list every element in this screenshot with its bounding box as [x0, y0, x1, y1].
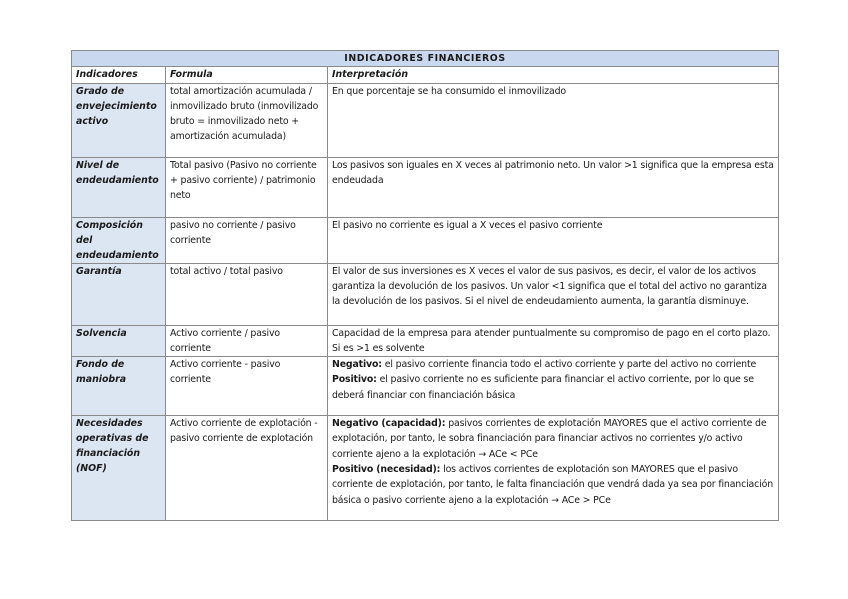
table-row	[72, 325, 779, 357]
indicator-interpretation	[328, 263, 779, 325]
indicator-formula: Activo corriente de explotación - pasivo corriente de explotación	[166, 416, 328, 521]
indicator-name: Garantía	[72, 263, 166, 325]
indicator-name: Necesidades operativas de financiación (NOF)	[72, 416, 166, 521]
indicator-formula: total activo / total pasivo	[166, 263, 328, 325]
table-row	[72, 357, 779, 416]
interp-text: el pasivo corriente financia todo el activo corriente y parte del activo no corriente	[384, 359, 757, 371]
interp-text: El valor de sus inversiones es X veces el valor de sus pasivos, es decir, el valor de los activos garantiza la devolución de los pasivos. Un valor <1 significa que el total del activo no garantiza la devolución de los pasivos. Si el nivel de endeudamiento aumenta, la garantía disminuye.	[332, 265, 767, 308]
interp-text: los activos corrientes de explotación son MAYORES que el pasivo corriente de explotación, por tanto, le falta financiación que vendrá dada ya sea por financiación básica o pasivo corriente ajeno a la explotación → ACe > PCe	[332, 464, 773, 506]
indicator-formula: pasivo no corriente / pasivo corriente	[166, 217, 328, 263]
interp-text: El pasivo no corriente es igual a X veces el pasivo corriente	[332, 219, 603, 231]
header-formula: Formula	[166, 67, 328, 83]
indicator-interpretation	[328, 83, 779, 157]
interp-item	[332, 416, 774, 462]
interp-item	[332, 357, 774, 372]
header-indicadores: Indicadores	[72, 67, 166, 83]
interp-label: Positivo (necesidad):	[332, 464, 441, 476]
indicator-interpretation	[328, 357, 779, 416]
indicator-formula: Activo corriente - pasivo corriente	[166, 357, 328, 416]
interp-item	[332, 462, 774, 508]
indicator-formula: Activo corriente / pasivo corriente	[166, 325, 328, 357]
interp-text: En que porcentaje se ha consumido el inmovilizado	[332, 85, 566, 97]
interp-label: Negativo:	[332, 359, 382, 371]
title-row	[72, 51, 779, 67]
table-row	[72, 416, 779, 521]
interp-label: Positivo:	[332, 374, 377, 386]
indicator-name: Grado de envejecimiento activo	[72, 83, 166, 157]
indicator-name: Fondo de maniobra	[72, 357, 166, 416]
interp-text: pasivos corrientes de explotación MAYORES que el activo corriente de explotación, por tanto, le sobra financiación para financiar activos no corrientes y/o activo corriente ajeno a la explotación → ACe < PCe	[332, 418, 767, 460]
interp-item	[332, 372, 774, 403]
indicator-interpretation	[328, 157, 779, 217]
header-interpretacion: Interpretación	[328, 67, 779, 83]
table-row	[72, 83, 779, 157]
indicator-name: Nivel de endeudamiento	[72, 157, 166, 217]
interp-text: Los pasivos son iguales en X veces al patrimonio neto. Un valor >1 significa que la empresa esta endeudada	[332, 159, 774, 186]
indicator-name: Solvencia	[72, 325, 166, 357]
indicator-name: Composición del endeudamiento	[72, 217, 166, 263]
interp-label: Negativo (capacidad):	[332, 418, 446, 430]
indicators-table	[71, 50, 779, 521]
indicator-interpretation	[328, 416, 779, 521]
interp-text: el pasivo corriente no es suficiente para financiar el activo corriente, por lo que se deberá financiar con financiación básica	[332, 374, 754, 401]
table-title: INDICADORES FINANCIEROS	[72, 51, 779, 67]
interp-text: Capacidad de la empresa para atender puntualmente su compromiso de pago en el corto plazo. Si es >1 es solvente	[332, 327, 771, 354]
indicator-formula: total amortización acumulada / inmovilizado bruto (inmovilizado bruto = inmovilizado neto + amortización acumulada)	[166, 83, 328, 157]
indicator-interpretation	[328, 217, 779, 263]
indicator-interpretation	[328, 325, 779, 357]
table-row	[72, 157, 779, 217]
header-row	[72, 67, 779, 83]
table-row	[72, 217, 779, 263]
table-row	[72, 263, 779, 325]
indicator-formula: Total pasivo (Pasivo no corriente + pasivo corriente) / patrimonio neto	[166, 157, 328, 217]
